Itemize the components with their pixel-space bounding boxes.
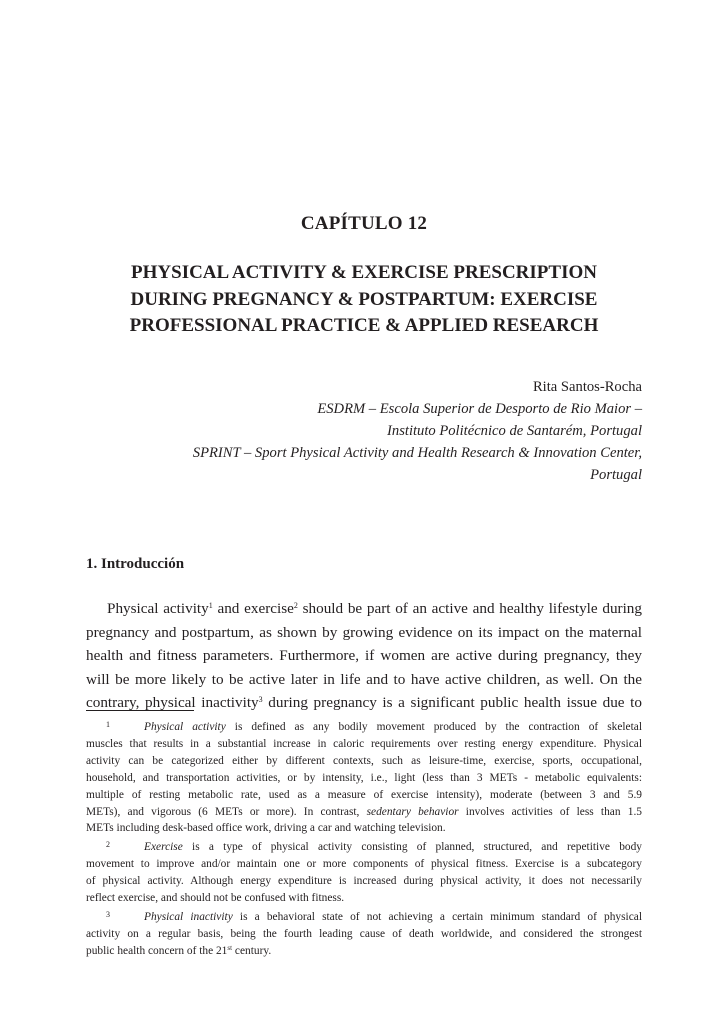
footnote-line: activity on a regular basis, being the fourth leading cause of death worldwide, and considered the strongest [86,927,642,940]
footnotes [86,717,642,960]
footnote-line: public health concern of the 21st century. [86,943,272,957]
footnote-number: 3 [106,909,110,919]
author-name: Rita Santos-Rocha [532,379,642,395]
affiliation-line: Instituto Politécnico de Santarém, Portugal [387,423,642,439]
footnote-number: 1 [106,720,110,729]
title-line: PHYSICAL ACTIVITY & EXERCISE PRESCRIPTION [131,262,597,283]
footnote-line: reflect exercise, and should not be confused with fitness. [86,892,345,905]
section-heading: 1. Introducción [86,556,185,572]
chapter-title [80,260,648,340]
footnote-1: 1 Physical activity is defined as any bodily movement produced by the contraction of skeletal [86,717,642,736]
footnote-2: 2 Exercise is a type of physical activity consisting of planned, structured, and repetitive body [86,837,642,856]
footnote-line: multiple of resting metabolic rate, used as a measure of exercise intensity), moderate (between 3 and 5.9 [86,788,642,801]
footnote-separator [86,710,194,711]
footnote-line: activity can be categorized either by different contexts, such as leisure-time, exercise, sports, occupational, [86,754,642,767]
footnote-line: movement to improve and/or maintain one or more components of physical fitness. Exercise is a subcategory [86,858,642,871]
footnote-ref[interactable]: 2 [293,601,298,610]
title-line: DURING PREGNANCY & POSTPARTUM: EXERCISE [130,288,598,310]
body-line: Physical activity$^1$ and exercise$^2$ should be part of an active and healthy lifestyle during [107,600,642,617]
footnote-number: 2 [106,840,110,850]
footnote-line: household, and transportation activities, or by intensity, i.e., light (less than 3 METs - metabolic equivalents: [86,771,642,784]
chapter-heading: CAPÍTULO 12 [300,213,428,234]
body-line: will be more likely to be active later in life and to have active children, as well. On the [86,670,642,688]
body-line: pregnancy and postpartum, as shown by growing evidence on its impact on the maternal [86,623,642,641]
footnote-line: METs including desk-based office work, driving a car and watching television. [86,822,446,835]
title-line: PROFESSIONAL PRACTICE & APPLIED RESEARCH [129,315,599,336]
affiliation-line: Portugal [590,467,642,483]
body-paragraph [86,597,642,715]
footnote-line: muscles that results in a substantial increase in caloric requirements over resting energy expenditure. Physical [86,737,642,750]
affiliation-line: SPRINT – Sport Physical Activity and Health Research & Innovation Center, [192,445,642,461]
body-line: health and fitness parameters. Furthermore, if women are active during pregnancy, they [86,647,642,665]
affiliation-line: ESDRM – Escola Superior de Desporto de Rio Maior – [317,401,642,417]
footnote-ref[interactable]: 1 [208,601,213,610]
author-block [42,376,642,486]
footnote-line: METs), and vigorous (6 METs or more). In contrast, sedentary behavior involves activities of less than 1.5 [86,805,642,818]
footnote-ref[interactable]: 3 [258,695,263,705]
body-line: contrary, physical inactivity$^3$ during pregnancy is a significant public health issue due to [86,694,642,712]
footnote-line: of physical activity. Although energy expenditure is increased during physical activity, it does not necessarily [86,875,642,888]
footnote-3: 3 Physical inactivity is a behavioral state of not achieving a certain minimum standard of physical [86,907,642,926]
